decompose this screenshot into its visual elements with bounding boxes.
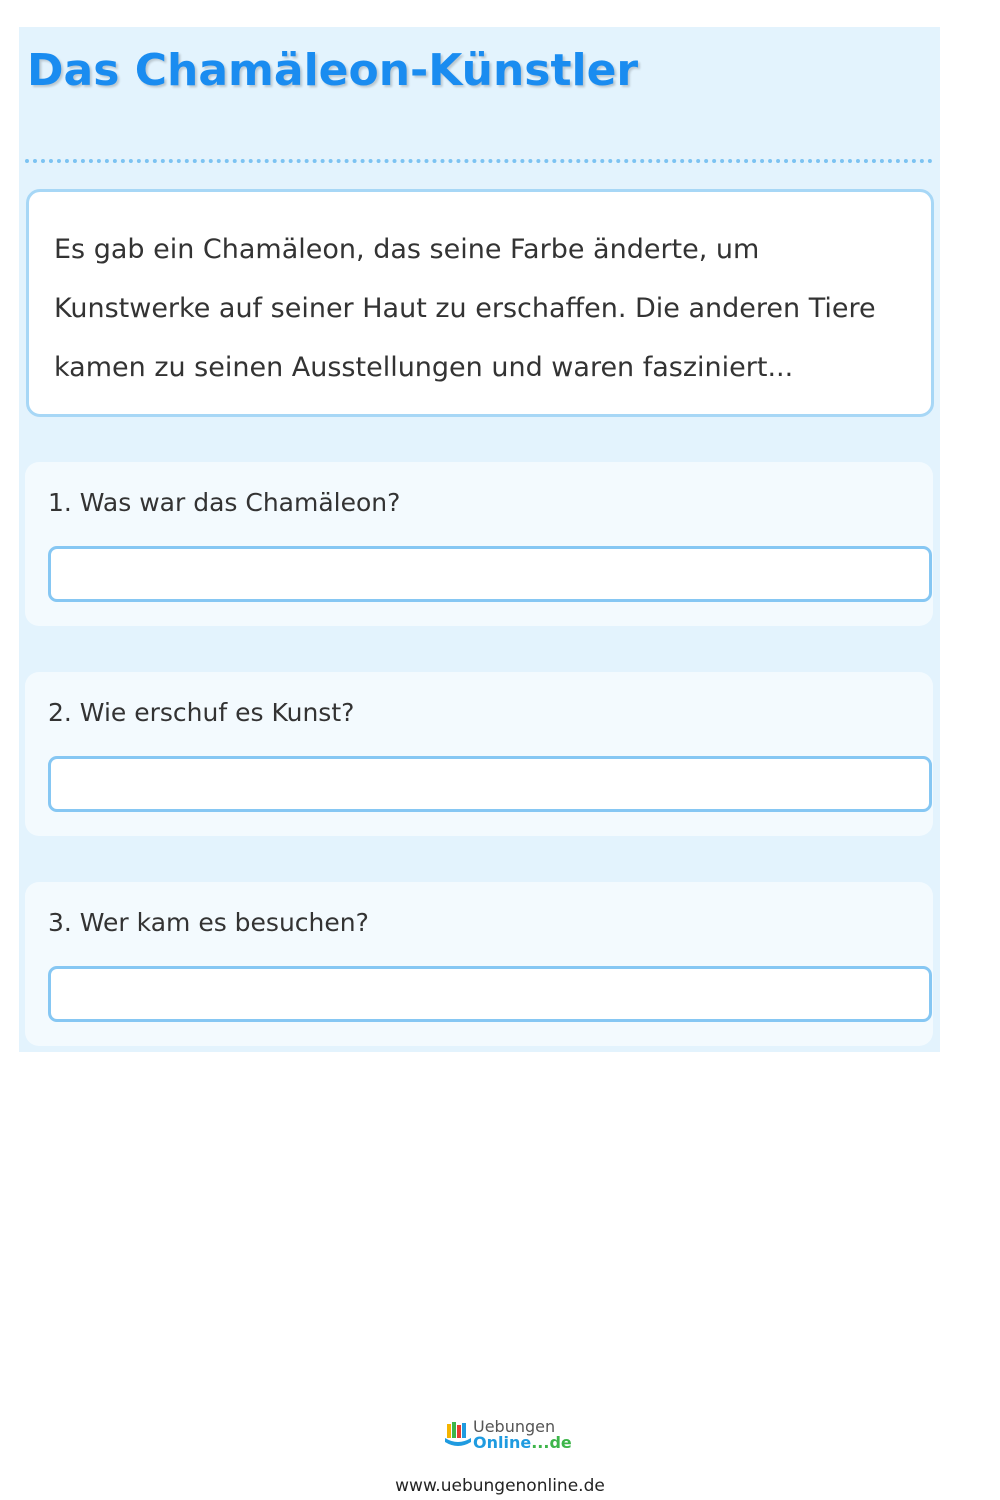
worksheet	[19, 27, 940, 1052]
footer-url: www.uebungenonline.de	[395, 1476, 605, 1496]
logo-text-bottom	[473, 1434, 572, 1452]
logo-text-top: Uebungen	[473, 1417, 556, 1436]
question-card-3	[25, 882, 933, 1046]
question-card-2	[25, 672, 933, 836]
worksheet-title: Das Chamäleon-Künstler	[27, 45, 639, 96]
story-text: Es gab ein Chamäleon, das seine Farbe änderte, um Kunstwerke auf seiner Haut zu erschaffen. Die anderen Tiere kamen zu seinen Ausstellungen und waren fasziniert...	[54, 234, 876, 383]
question-label: 2. Wie erschuf es Kunst?	[48, 698, 355, 727]
answer-input-1[interactable]	[48, 546, 932, 602]
logo-text-online: Online	[473, 1433, 532, 1452]
question-label: 3. Wer kam es besuchen?	[48, 908, 369, 937]
open-book-icon	[444, 1420, 472, 1450]
logo-text-tld: ...de	[531, 1433, 572, 1452]
answer-input-3[interactable]	[48, 966, 932, 1022]
dotted-divider	[25, 159, 933, 163]
question-card-1	[25, 462, 933, 626]
question-label: 1. Was war das Chamäleon?	[48, 488, 401, 517]
site-logo	[444, 1417, 572, 1454]
answer-input-2[interactable]	[48, 756, 932, 812]
story-box	[26, 189, 934, 417]
